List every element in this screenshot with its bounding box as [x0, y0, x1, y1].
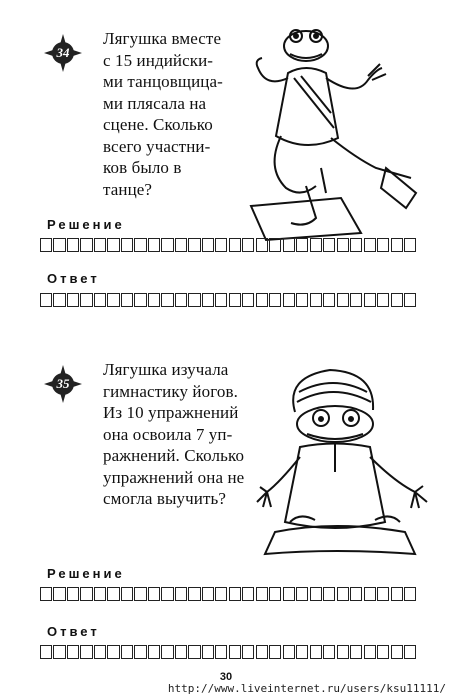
grid-cell[interactable] — [296, 238, 308, 252]
answer-label: Ответ — [47, 624, 100, 639]
grid-cell[interactable] — [296, 293, 308, 307]
answer-grid[interactable] — [40, 293, 418, 307]
grid-cell[interactable] — [215, 587, 227, 601]
grid-cell[interactable] — [364, 587, 376, 601]
problem-number: 34 — [56, 45, 70, 60]
grid-cell[interactable] — [67, 293, 79, 307]
yoga-frog-illustration — [255, 362, 440, 562]
grid-cell[interactable] — [80, 238, 92, 252]
grid-cell[interactable] — [121, 587, 133, 601]
grid-cell[interactable] — [377, 293, 389, 307]
grid-cell[interactable] — [229, 645, 241, 659]
grid-cell[interactable] — [202, 293, 214, 307]
problem-number-badge — [43, 364, 83, 404]
grid-cell[interactable] — [134, 587, 146, 601]
grid-cell[interactable] — [134, 238, 146, 252]
grid-cell[interactable] — [323, 238, 335, 252]
grid-cell[interactable] — [94, 645, 106, 659]
grid-cell[interactable] — [404, 293, 416, 307]
grid-cell[interactable] — [404, 645, 416, 659]
grid-cell[interactable] — [121, 238, 133, 252]
grid-cell[interactable] — [121, 645, 133, 659]
grid-cell[interactable] — [404, 238, 416, 252]
grid-cell[interactable] — [161, 293, 173, 307]
page-number: 30 — [219, 671, 233, 683]
watermark-url: http://www.liveinternet.ru/users/ksu11111/ — [167, 682, 446, 695]
grid-cell[interactable] — [175, 645, 187, 659]
grid-cell[interactable] — [242, 587, 254, 601]
grid-cell[interactable] — [350, 645, 362, 659]
grid-cell[interactable] — [202, 238, 214, 252]
solution-grid[interactable] — [40, 587, 418, 601]
grid-cell[interactable] — [310, 587, 322, 601]
grid-cell[interactable] — [310, 293, 322, 307]
grid-cell[interactable] — [175, 587, 187, 601]
grid-cell[interactable] — [256, 587, 268, 601]
grid-cell[interactable] — [377, 645, 389, 659]
grid-cell[interactable] — [391, 238, 403, 252]
grid-cell[interactable] — [242, 238, 254, 252]
grid-cell[interactable] — [323, 645, 335, 659]
grid-cell[interactable] — [256, 238, 268, 252]
grid-cell[interactable] — [188, 645, 200, 659]
grid-cell[interactable] — [310, 645, 322, 659]
grid-cell[interactable] — [161, 238, 173, 252]
grid-cell[interactable] — [350, 238, 362, 252]
solution-label: Решение — [47, 566, 125, 581]
grid-cell[interactable] — [323, 587, 335, 601]
grid-cell[interactable] — [175, 293, 187, 307]
grid-cell[interactable] — [296, 645, 308, 659]
grid-cell[interactable] — [94, 293, 106, 307]
grid-cell[interactable] — [40, 645, 52, 659]
grid-cell[interactable] — [107, 587, 119, 601]
grid-cell[interactable] — [53, 238, 65, 252]
grid-cell[interactable] — [229, 238, 241, 252]
grid-cell[interactable] — [188, 293, 200, 307]
grid-cell[interactable] — [148, 587, 160, 601]
grid-cell[interactable] — [161, 645, 173, 659]
grid-cell[interactable] — [40, 293, 52, 307]
grid-cell[interactable] — [377, 238, 389, 252]
answer-grid[interactable] — [40, 645, 418, 659]
solution-grid[interactable] — [40, 238, 418, 252]
grid-cell[interactable] — [391, 293, 403, 307]
grid-cell[interactable] — [67, 587, 79, 601]
grid-cell[interactable] — [215, 645, 227, 659]
grid-cell[interactable] — [256, 293, 268, 307]
grid-cell[interactable] — [40, 587, 52, 601]
grid-cell[interactable] — [134, 293, 146, 307]
grid-cell[interactable] — [94, 587, 106, 601]
grid-cell[interactable] — [202, 587, 214, 601]
grid-cell[interactable] — [202, 645, 214, 659]
grid-cell[interactable] — [256, 645, 268, 659]
grid-cell[interactable] — [188, 238, 200, 252]
grid-cell[interactable] — [269, 645, 281, 659]
grid-cell[interactable] — [107, 293, 119, 307]
grid-cell[interactable] — [296, 587, 308, 601]
solution-label: Решение — [47, 217, 125, 232]
grid-cell[interactable] — [391, 587, 403, 601]
problem-text: Лягушка изучала гимнастику йогов. Из 10 упражнений она освоила 7 уп- ражнений. Сколько упражнений она не смогла выучить? — [103, 360, 245, 508]
grid-cell[interactable] — [229, 587, 241, 601]
problem-number-badge — [43, 33, 83, 73]
problem-text: Лягушка вместе с 15 индийски- ми танцовщица- ми плясала на сцене. Сколько всего участни- ков было в танце? — [103, 29, 223, 199]
grid-cell[interactable] — [269, 238, 281, 252]
grid-cell[interactable] — [215, 238, 227, 252]
grid-cell[interactable] — [337, 587, 349, 601]
grid-cell[interactable] — [148, 293, 160, 307]
grid-cell[interactable] — [53, 645, 65, 659]
grid-cell[interactable] — [377, 587, 389, 601]
dancing-frog-illustration — [246, 18, 426, 243]
grid-cell[interactable] — [188, 587, 200, 601]
grid-cell[interactable] — [94, 238, 106, 252]
grid-cell[interactable] — [80, 587, 92, 601]
problem-number: 35 — [56, 376, 70, 391]
grid-cell[interactable] — [404, 587, 416, 601]
grid-cell[interactable] — [269, 293, 281, 307]
grid-cell[interactable] — [337, 293, 349, 307]
grid-cell[interactable] — [67, 645, 79, 659]
grid-cell[interactable] — [80, 293, 92, 307]
answer-label: Ответ — [47, 271, 100, 286]
grid-cell[interactable] — [175, 238, 187, 252]
grid-cell[interactable] — [283, 645, 295, 659]
grid-cell[interactable] — [242, 645, 254, 659]
grid-cell[interactable] — [229, 293, 241, 307]
grid-cell[interactable] — [67, 238, 79, 252]
grid-cell[interactable] — [283, 238, 295, 252]
grid-cell[interactable] — [364, 293, 376, 307]
grid-cell[interactable] — [269, 587, 281, 601]
grid-cell[interactable] — [350, 587, 362, 601]
grid-cell[interactable] — [337, 238, 349, 252]
grid-cell[interactable] — [121, 293, 133, 307]
grid-cell[interactable] — [53, 587, 65, 601]
grid-cell[interactable] — [350, 293, 362, 307]
grid-cell[interactable] — [80, 645, 92, 659]
grid-cell[interactable] — [391, 645, 403, 659]
grid-cell[interactable] — [161, 587, 173, 601]
grid-cell[interactable] — [364, 238, 376, 252]
grid-cell[interactable] — [134, 645, 146, 659]
grid-cell[interactable] — [283, 293, 295, 307]
grid-cell[interactable] — [107, 645, 119, 659]
grid-cell[interactable] — [53, 293, 65, 307]
grid-cell[interactable] — [323, 293, 335, 307]
grid-cell[interactable] — [310, 238, 322, 252]
grid-cell[interactable] — [215, 293, 227, 307]
grid-cell[interactable] — [148, 238, 160, 252]
grid-cell[interactable] — [107, 238, 119, 252]
grid-cell[interactable] — [283, 587, 295, 601]
grid-cell[interactable] — [242, 293, 254, 307]
grid-cell[interactable] — [40, 238, 52, 252]
grid-cell[interactable] — [148, 645, 160, 659]
grid-cell[interactable] — [337, 645, 349, 659]
grid-cell[interactable] — [364, 645, 376, 659]
